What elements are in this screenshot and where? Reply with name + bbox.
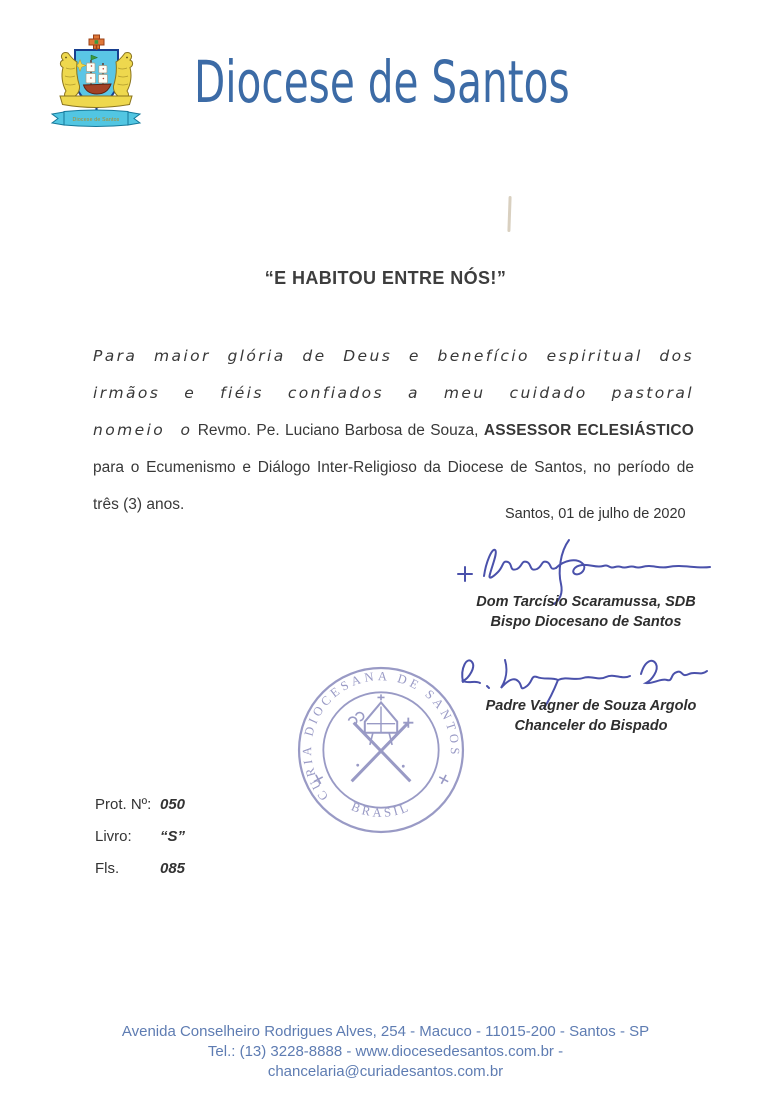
footer-address: Avenida Conselheiro Rodrigues Alves, 254 - Macuco - 11015-200 - Santos - SP [121, 1023, 650, 1040]
protocol-row-livro [95, 828, 185, 846]
letter-body-lead: Para maior glória de Deus e benefício espiritual dos irmãos e fiéis confiados a meu cuidado pastoral nomeio o [93, 347, 694, 439]
curia-stamp-icon [295, 664, 467, 836]
bishop-title: Bispo Diocesano de Santos [490, 614, 682, 630]
signature-block-chancellor [455, 650, 727, 736]
chancellor-signature-caption [455, 696, 727, 736]
chancellor-title: Chanceler do Bispado [514, 718, 668, 734]
protocol-label: Fls. [95, 860, 120, 877]
bishop-signature-caption [448, 592, 724, 632]
org-title: Diocese de Santos [194, 48, 570, 116]
diocese-coat-of-arms-icon [50, 34, 142, 130]
footer-phone-website: Tel.: (13) 3228-8888 - www.diocesedesantos.com.br - [207, 1043, 564, 1060]
footer-email: chancelaria@curiadesantos.com.br [267, 1063, 504, 1080]
scan-artifact-mark [507, 196, 511, 232]
protocol-label: Prot. Nº: [95, 796, 152, 813]
letter-body [93, 338, 694, 523]
protocol-row-fls [95, 860, 185, 878]
protocol-block [95, 796, 185, 892]
stamp-cross-right-icon [437, 772, 451, 786]
dateline: Santos, 01 de julho de 2020 [505, 506, 686, 522]
protocol-label: Livro: [95, 828, 132, 845]
stamp-ring-label: CURIA DIOCESANA DE SANTOS [300, 669, 462, 804]
protocol-value: 050 [160, 796, 186, 813]
crest-ribbon-label: Diocese de Santos [72, 116, 120, 123]
signature-block-bishop [448, 538, 724, 632]
letter-body-regular-1: Revmo. Pe. Luciano Barbosa de Souza, [197, 422, 479, 439]
stamp-country-label: BRASIL [349, 799, 413, 820]
protocol-value: “S” [160, 828, 186, 845]
bishop-name: Dom Tarcísio Scaramussa, SDB [476, 594, 696, 610]
protocol-row-prot [95, 796, 185, 814]
letter-motto: “E HABITOU ENTRE NÓS!” [264, 268, 507, 288]
protocol-value: 085 [160, 860, 186, 877]
letter-body-appointment-title: ASSESSOR ECLESIÁSTICO [483, 422, 695, 439]
crest-base-icon [60, 96, 132, 108]
letter-body-regular-2: para o Ecumenismo e Diálogo Inter-Religioso da Diocese de Santos, no período de três (3) anos. [93, 459, 694, 513]
chancellor-name: Padre Vagner de Souza Argolo [485, 698, 697, 714]
letterhead-footer [0, 1022, 771, 1082]
crest-ribbon-icon [52, 110, 140, 127]
stamp-mitre-emblem-icon [349, 694, 414, 781]
